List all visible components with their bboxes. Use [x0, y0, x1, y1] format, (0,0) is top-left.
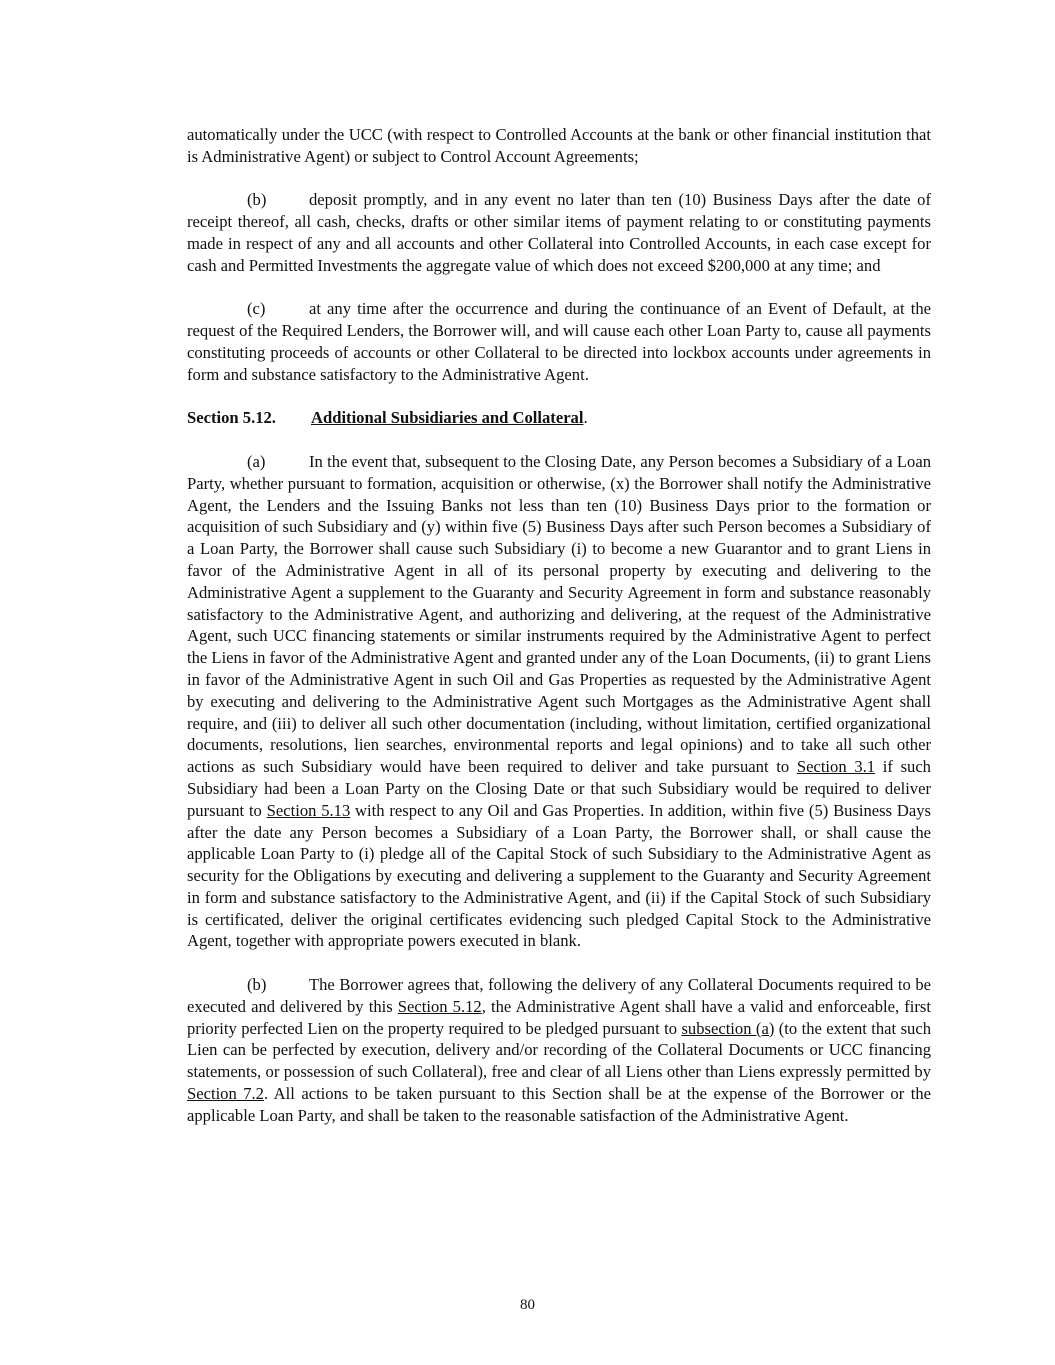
clause-text: . All actions to be taken pursuant to this Section shall be at the expense of the Borrower or the applicable Loan Party, and shall be taken to the reasonable satisfaction of the Administrative Agent. — [187, 1084, 931, 1125]
clause-text: (to the extent that such Lien can be perfected by execution, delivery and/or recording of the Collateral Documents or UCC financing statements, or possession of such Collateral), free and clear of all Liens other than Liens expressly permitted by — [187, 1018, 931, 1082]
paragraph-carryover: automatically under the UCC (with respect to Controlled Accounts at the bank or other financial institution that is Administrative Agent) or subject to Control Account Agreements; — [187, 125, 931, 166]
clause-text: In the event that, subsequent to the Closing Date, any Person becomes a Subsidiary of a Loan Party, whether pursuant to formation, acquisition or otherwise, (x) the Borrower shall notify the Administrative Agent, the Lenders and the Issuing Banks not less than ten (10) Business Days prior to the formation or acquisition of such Subsidiary and (y) within five (5) Business Days after such Person becomes a Subsidiary of a Loan Party, the Borrower shall cause such Subsidiary (i) to become a new Guarantor and to grant Liens in favor of the Administrative Agent in all of its personal property by executing and delivering to the Administrative Agent a supplement to the Guaranty and Security Agreement in form and substance reasonably satisfactory to the Administrative Agent, and authorizing and delivering, at the request of the Administrative Agent, such UCC financing statements or similar instruments required by the Administrative Agent to perfect the Liens in favor of the Administrative Agent and granted under any of the Loan Documents, (ii) to grant Liens in favor of the Administrative Agent in such Oil and Gas Properties as requested by the Administrative Agent by executing and delivering to the Administrative Agent such Mortgages as the Administrative Agent shall require, and (iii) to deliver all such other documentation (including, without limitation, certified organizational documents, resolutions, lien searches, environmental reports and legal opinions) and to take all such other actions as such Subsidiary would have been required to deliver and take pursuant to — [187, 451, 931, 777]
clause-text: , the Administrative Agent shall have a valid and enforceable, first priority perfected Lien on the property required to be pledged pursuant to — [187, 996, 931, 1038]
clause-label: (a) — [247, 451, 266, 471]
cross-reference-link[interactable]: Section 5.13 — [266, 800, 351, 820]
page-number: 80 — [520, 1297, 535, 1313]
cross-reference-link[interactable]: Section 7.2 — [187, 1084, 264, 1104]
clause-text: The Borrower agrees that, following the delivery of any Collateral Documents required to be executed and delivered by this — [187, 975, 931, 1016]
clause-text: deposit promptly, and in any event no later than ten (10) Business Days after the date of receipt thereof, all cash, checks, drafts or other similar items of payment relating to or constituting payments made in respect of any and all accounts and other Collateral into Controlled Accounts, in each case except for cash and Permitted Investments the aggregate value of which does not exceed $200,000 at any time; and — [187, 190, 931, 275]
section-number: Section 5.12. — [187, 408, 276, 428]
section-title-period: . — [583, 408, 588, 428]
clause-label: (c) — [247, 299, 266, 319]
cross-reference-link[interactable]: Section 3.1 — [796, 757, 876, 777]
subsection-a — [187, 451, 931, 952]
clause-label: (b) — [247, 975, 267, 995]
clause-text: with respect to any Oil and Gas Properties. In addition, within five (5) Business Days after the date any Person becomes a Subsidiary of a Loan Party, the Borrower shall, or shall cause the applicable Loan Party to (i) pledge all of the Capital Stock of such Subsidiary to the Administrative Agent as security for the Obligations by executing and delivering a supplement to the Guaranty and Security Agreement in form and substance satisfactory to the Administrative Agent, and (ii) if the Capital Stock of such Subsidiary is certificated, deliver the original certificates evidencing such pledged Capital Stock to the Administrative Agent, together with appropriate powers executed in blank. — [187, 800, 931, 951]
paragraph-b — [187, 189, 931, 276]
paragraph-c — [187, 298, 931, 385]
cross-reference-link[interactable]: Section 5.12 — [397, 996, 482, 1016]
clause-text: at any time after the occurrence and during the continuance of an Event of Default, at the request of the Required Lenders, the Borrower will, and will cause each other Loan Party to, cause all payments constituting proceeds of accounts or other Collateral to be directed into lockbox accounts under agreements in form and substance satisfactory to the Administrative Agent. — [187, 299, 931, 384]
subsection-b — [187, 974, 931, 1127]
document-page — [187, 124, 931, 1148]
clause-label: (b) — [247, 190, 267, 210]
section-heading — [187, 407, 931, 429]
clause-text: if such Subsidiary had been a Loan Party on the Closing Date or that such Subsidiary would be required to deliver pursuant to — [187, 757, 931, 820]
cross-reference-link[interactable]: subsection (a) — [681, 1018, 775, 1038]
section-title: Additional Subsidiaries and Collateral — [311, 408, 584, 428]
